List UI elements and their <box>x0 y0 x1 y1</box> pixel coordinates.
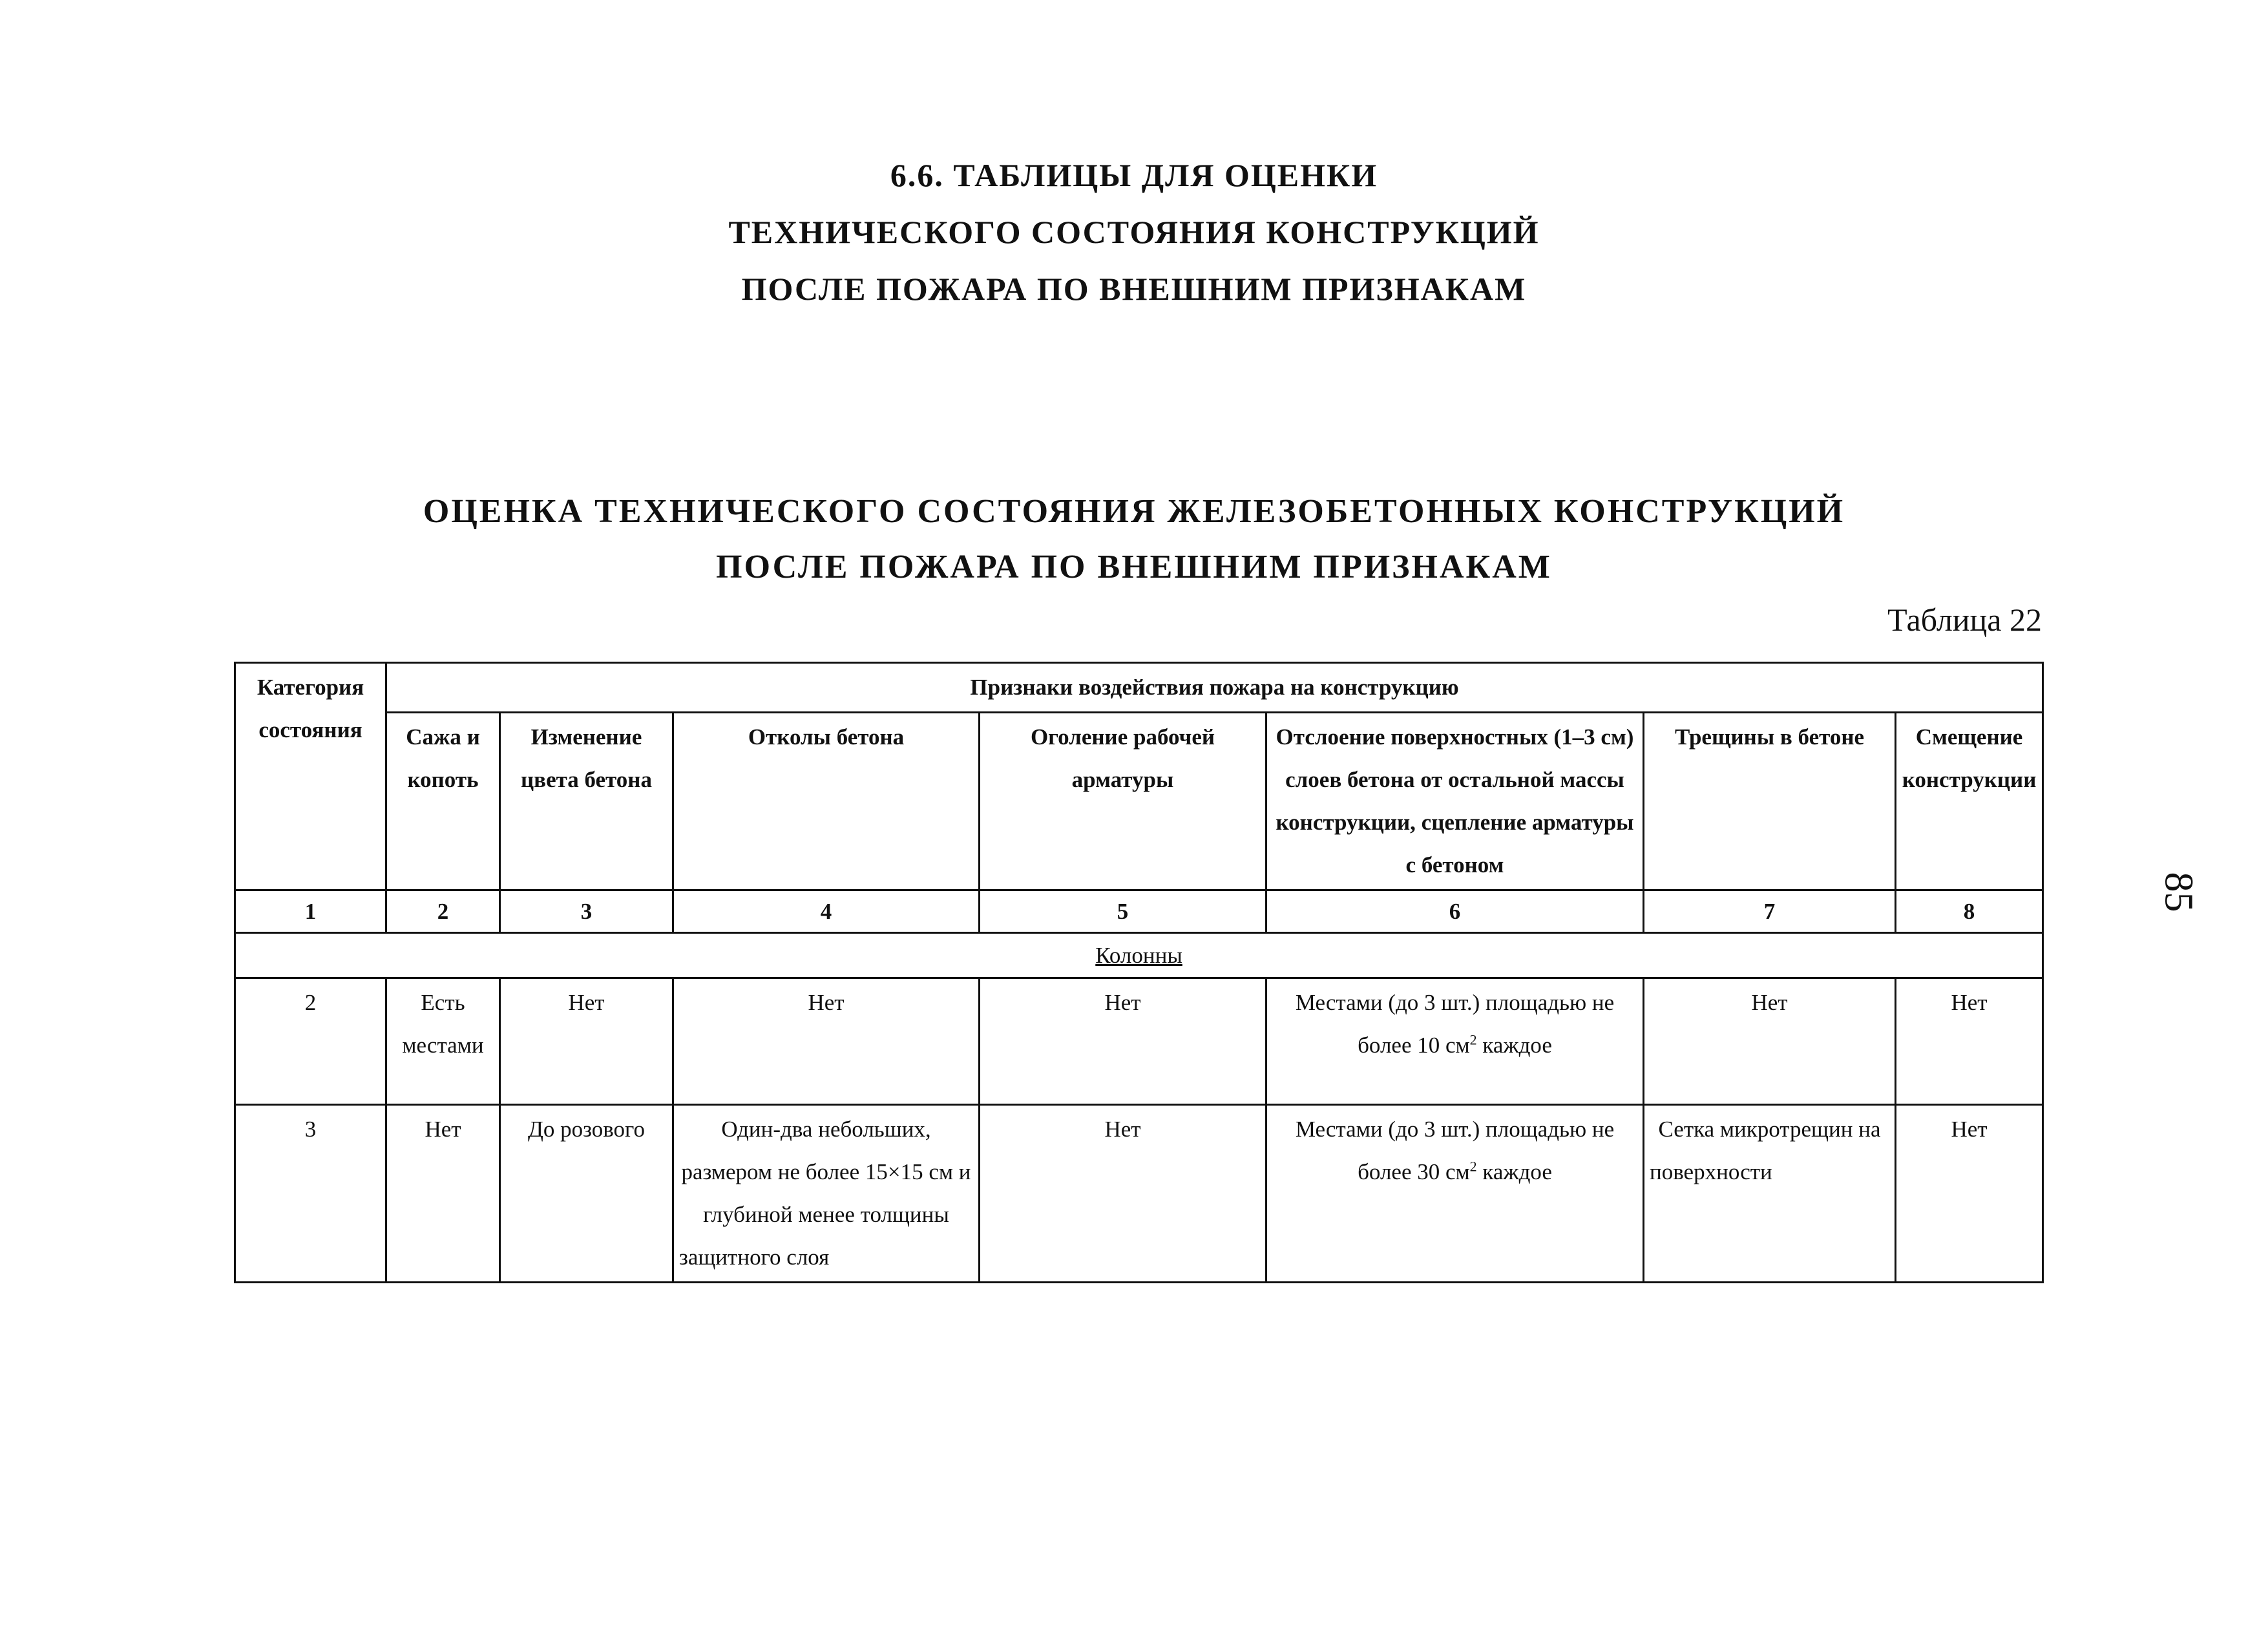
header-soot: Сажа и копоть <box>386 713 500 890</box>
table-title-line-2: ПОСЛЕ ПОЖАРА ПО ВНЕШНИМ ПРИЗНАКАМ <box>716 549 1552 585</box>
cell-color-change: Нет <box>500 978 673 1105</box>
header-row-top <box>235 663 2043 713</box>
header-spalling: Отколы бетона <box>673 713 980 890</box>
column-number: 4 <box>673 890 980 933</box>
column-number: 6 <box>1266 890 1644 933</box>
column-numbers-row <box>235 890 2043 933</box>
header-cracks: Трещины в бетоне <box>1644 713 1896 890</box>
section-title-line-3: ПОСЛЕ ПОЖАРА ПО ВНЕШНИМ ПРИЗНАКАМ <box>741 271 1527 307</box>
cell-category: 2 <box>235 978 386 1105</box>
header-category: Категория состояния <box>235 663 386 890</box>
column-number: 1 <box>235 890 386 933</box>
page-number: 85 <box>2156 872 2201 912</box>
cell-delamination <box>1266 1105 1644 1283</box>
column-number: 7 <box>1644 890 1896 933</box>
cell-displacement: Нет <box>1896 978 2043 1105</box>
delamination-tail: каждое <box>1476 1159 1552 1184</box>
header-color-change: Изменение цвета бетона <box>500 713 673 890</box>
cell-delamination <box>1266 978 1644 1105</box>
cell-category: 3 <box>235 1105 386 1283</box>
section-row <box>235 933 2043 978</box>
delamination-tail: каждое <box>1476 1033 1552 1058</box>
delamination-text: Местами (до 3 шт.) площадью не более 10 см <box>1295 990 1615 1058</box>
column-number: 5 <box>980 890 1266 933</box>
column-number: 8 <box>1896 890 2043 933</box>
cell-cracks: Сетка микротрещин на поверхности <box>1644 1105 1896 1283</box>
header-delamination: Отслоение поверхностных (1–3 см) слоев бетона от остальной массы конструкции, сцепление арматуры с бетоном <box>1266 713 1644 890</box>
cell-spalling: Нет <box>673 978 980 1105</box>
table-row <box>235 978 2043 1105</box>
superscript: 2 <box>1469 1158 1477 1175</box>
header-displacement: Смещение конструкции <box>1896 713 2043 890</box>
cell-soot: Нет <box>386 1105 500 1283</box>
header-row-columns <box>235 713 2043 890</box>
cell-displacement: Нет <box>1896 1105 2043 1283</box>
table-caption: Таблица 22 <box>1887 602 2042 638</box>
column-number: 3 <box>500 890 673 933</box>
delamination-text: Местами (до 3 шт.) площадью не более 30 см <box>1295 1117 1615 1184</box>
cell-rebar-exposure: Нет <box>980 978 1266 1105</box>
section-title-line-2: ТЕХНИЧЕСКОГО СОСТОЯНИЯ КОНСТРУКЦИЙ <box>728 214 1540 250</box>
column-number: 2 <box>386 890 500 933</box>
table-row <box>235 1105 2043 1283</box>
cell-cracks: Нет <box>1644 978 1896 1105</box>
section-label-columns: Колонны <box>235 933 2043 978</box>
header-group: Признаки воздействия пожара на конструкцию <box>386 663 2043 713</box>
table-title-line-1: ОЦЕНКА ТЕХНИЧЕСКОГО СОСТОЯНИЯ ЖЕЛЕЗОБЕТОННЫХ КОНСТРУКЦИЙ <box>423 493 1845 530</box>
cell-spalling: Один-два небольших, размером не более 15×15 см и глубиной менее толщины защитного слоя <box>673 1105 980 1283</box>
cell-color-change: До розового <box>500 1105 673 1283</box>
assessment-table <box>234 662 2044 1283</box>
cell-soot: Есть местами <box>386 978 500 1105</box>
superscript: 2 <box>1469 1031 1477 1048</box>
header-rebar-exposure: Оголение рабочей арматуры <box>980 713 1266 890</box>
cell-rebar-exposure: Нет <box>980 1105 1266 1283</box>
section-title-line-1: 6.6. ТАБЛИЦЫ ДЛЯ ОЦЕНКИ <box>890 157 1378 193</box>
